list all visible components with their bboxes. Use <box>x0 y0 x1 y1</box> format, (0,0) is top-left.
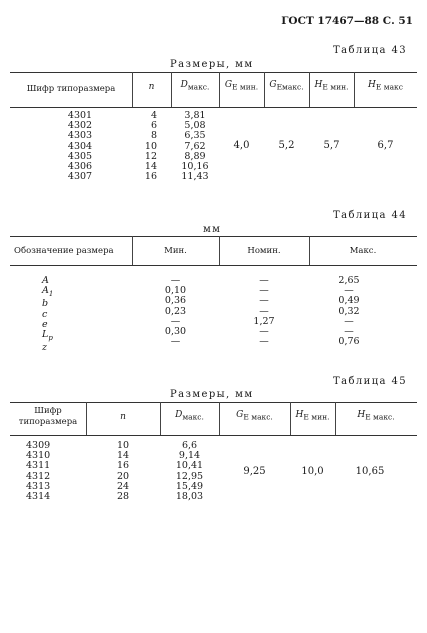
table45-cell: 4314 <box>26 491 51 503</box>
table44-header-nom: Номин. <box>247 246 281 256</box>
table45-gmax-value: 9,25 <box>243 466 266 477</box>
table43-cell: 4303 <box>67 130 93 142</box>
table43-hmin-value: 5,7 <box>323 140 340 151</box>
table44-cell: A <box>42 275 49 286</box>
table45-header-dmax: $D_{макс.}$ <box>175 410 204 422</box>
table44-cell: 2,65 <box>338 275 360 286</box>
table45-cell: 18,03 <box>175 491 204 503</box>
table45-cell: 4309 <box>26 440 51 451</box>
table43-codes <box>40 111 120 182</box>
table45-cell: 10 <box>116 440 130 451</box>
table43-cell: 10,16 <box>181 161 209 173</box>
table44-cell: — <box>170 315 181 327</box>
table44-cell: 0,76 <box>338 336 360 348</box>
table43-cell: 11,43 <box>181 171 209 183</box>
table45-cell: 20 <box>116 470 130 482</box>
table43-cell: 4306 <box>67 161 93 173</box>
table43-cell: 3,81 <box>184 110 206 121</box>
table43-gmax-value: 5,2 <box>278 140 295 151</box>
table45-n <box>86 441 160 502</box>
table43-cell: 14 <box>144 161 157 173</box>
table45-cell: 4310 <box>26 450 51 462</box>
table45-cell: 10,41 <box>175 460 204 472</box>
table45-codes <box>26 441 76 502</box>
table44-cell: — <box>259 275 269 286</box>
table45-dmax <box>160 441 219 502</box>
table45-header-n: n <box>120 412 126 422</box>
table43-cell: 16 <box>144 171 157 183</box>
table44-max <box>309 276 389 347</box>
table43-cell: 4305 <box>67 150 93 162</box>
table43-cell: 6 <box>150 120 157 132</box>
table45-header-hmax: $H_{E макс.}$ <box>357 410 395 422</box>
table43-header-dmax: $D_{макс.}$ <box>180 80 210 92</box>
table43-dmax <box>171 111 219 182</box>
table45-cell: 14 <box>116 450 130 462</box>
table43-units: Размеры, мм <box>170 59 254 70</box>
table44-cell: b <box>42 298 49 310</box>
table45-cell: 24 <box>116 480 130 492</box>
table44-cell: — <box>170 336 181 348</box>
table44-names <box>42 276 72 353</box>
table44-label: Таблица 44 <box>333 210 407 221</box>
page-header: ГОСТ 17467—88 С. 51 <box>281 15 413 27</box>
table44-header-name: Обозначение размера <box>14 246 114 256</box>
table45-label: Таблица 45 <box>333 376 407 387</box>
table43-cell: 10 <box>144 140 157 152</box>
table43-header-hmax: $H_{E макс}$ <box>368 80 403 92</box>
table44-cell: — <box>259 336 269 348</box>
table43-cell: 12 <box>144 150 157 162</box>
table45-cell: 4313 <box>26 480 51 492</box>
table43-header-n: n <box>148 82 155 92</box>
table45-cell: 4311 <box>26 460 51 472</box>
table43-cell: 5,08 <box>184 120 206 132</box>
table45-cell: 6,6 <box>181 440 198 451</box>
table44-header-max: Макс. <box>349 246 377 256</box>
table44-cell: 0,49 <box>338 295 360 307</box>
table44-cell: 1,27 <box>253 315 275 327</box>
table44-cell: $A_1$ <box>42 285 54 299</box>
table44-cell: z <box>42 342 48 353</box>
table43-header-gmax: $G_{Eмакс.}$ <box>269 80 304 92</box>
table43-cell: 6,35 <box>184 130 206 142</box>
table44-cell: — <box>344 285 354 297</box>
table44-cell: 0,10 <box>164 285 187 297</box>
table43-header-hmin: $H_{E мин.}$ <box>314 80 349 92</box>
table45-header-gmax: $G_{E макс.}$ <box>236 410 273 422</box>
table43-cell: 7,62 <box>184 140 206 152</box>
table44-header-min: Мин. <box>164 246 187 256</box>
table44-cell: — <box>170 275 181 286</box>
table44-cell: c <box>42 308 48 320</box>
table44-cell: — <box>259 326 269 338</box>
table44-nom <box>219 276 309 347</box>
table45-hmin-value: 10,0 <box>301 466 324 477</box>
table44-cell: — <box>259 305 269 317</box>
table44-cell: — <box>344 315 354 327</box>
table43-header-code: Шифр типоразмера <box>26 84 116 94</box>
table44-cell: e <box>42 318 48 330</box>
table45-cell: 16 <box>116 460 130 472</box>
table43-cell: 4302 <box>67 120 93 132</box>
table44-units: мм <box>203 224 222 235</box>
table43-n <box>132 111 171 182</box>
table43-cell: 8 <box>150 130 157 142</box>
table45-cell: 12,95 <box>175 470 204 482</box>
table45-units: Размеры, мм <box>170 389 254 400</box>
table45-cell: 28 <box>116 491 130 503</box>
table44-cell: — <box>259 295 269 307</box>
table43-cell: 4301 <box>67 110 93 121</box>
table45-cell: 15,49 <box>175 480 204 492</box>
table43-gmin-value: 4,0 <box>233 140 250 151</box>
table44-cell: 0,32 <box>338 305 360 317</box>
table44-cell: $L_p$ <box>42 328 53 342</box>
table44-cell: — <box>259 285 269 297</box>
table44-cell: — <box>344 326 354 338</box>
table43-hmax-value: 6,7 <box>377 140 394 151</box>
table45-cell: 4312 <box>26 470 51 482</box>
table44-cell: 0,23 <box>164 305 187 317</box>
table43-cell: 4 <box>150 110 157 121</box>
table45-header-code: Шифр типоразмера <box>18 406 78 427</box>
table44-cell: 0,36 <box>164 295 187 307</box>
table43-header-gmin: $G_{E мин.}$ <box>224 80 259 92</box>
table43-cell: 4307 <box>67 171 93 183</box>
table43-cell: 4304 <box>67 140 93 152</box>
table44-min <box>132 276 219 347</box>
table45-cell: 9,14 <box>178 450 201 462</box>
table45-header-hmin: $H_{E мин.}$ <box>295 410 330 422</box>
table44-cell: 0,30 <box>164 326 187 338</box>
table43-label: Таблица 43 <box>333 45 407 56</box>
table43-cell: 8,89 <box>184 150 206 162</box>
table45-hmax-value: 10,65 <box>355 466 385 477</box>
